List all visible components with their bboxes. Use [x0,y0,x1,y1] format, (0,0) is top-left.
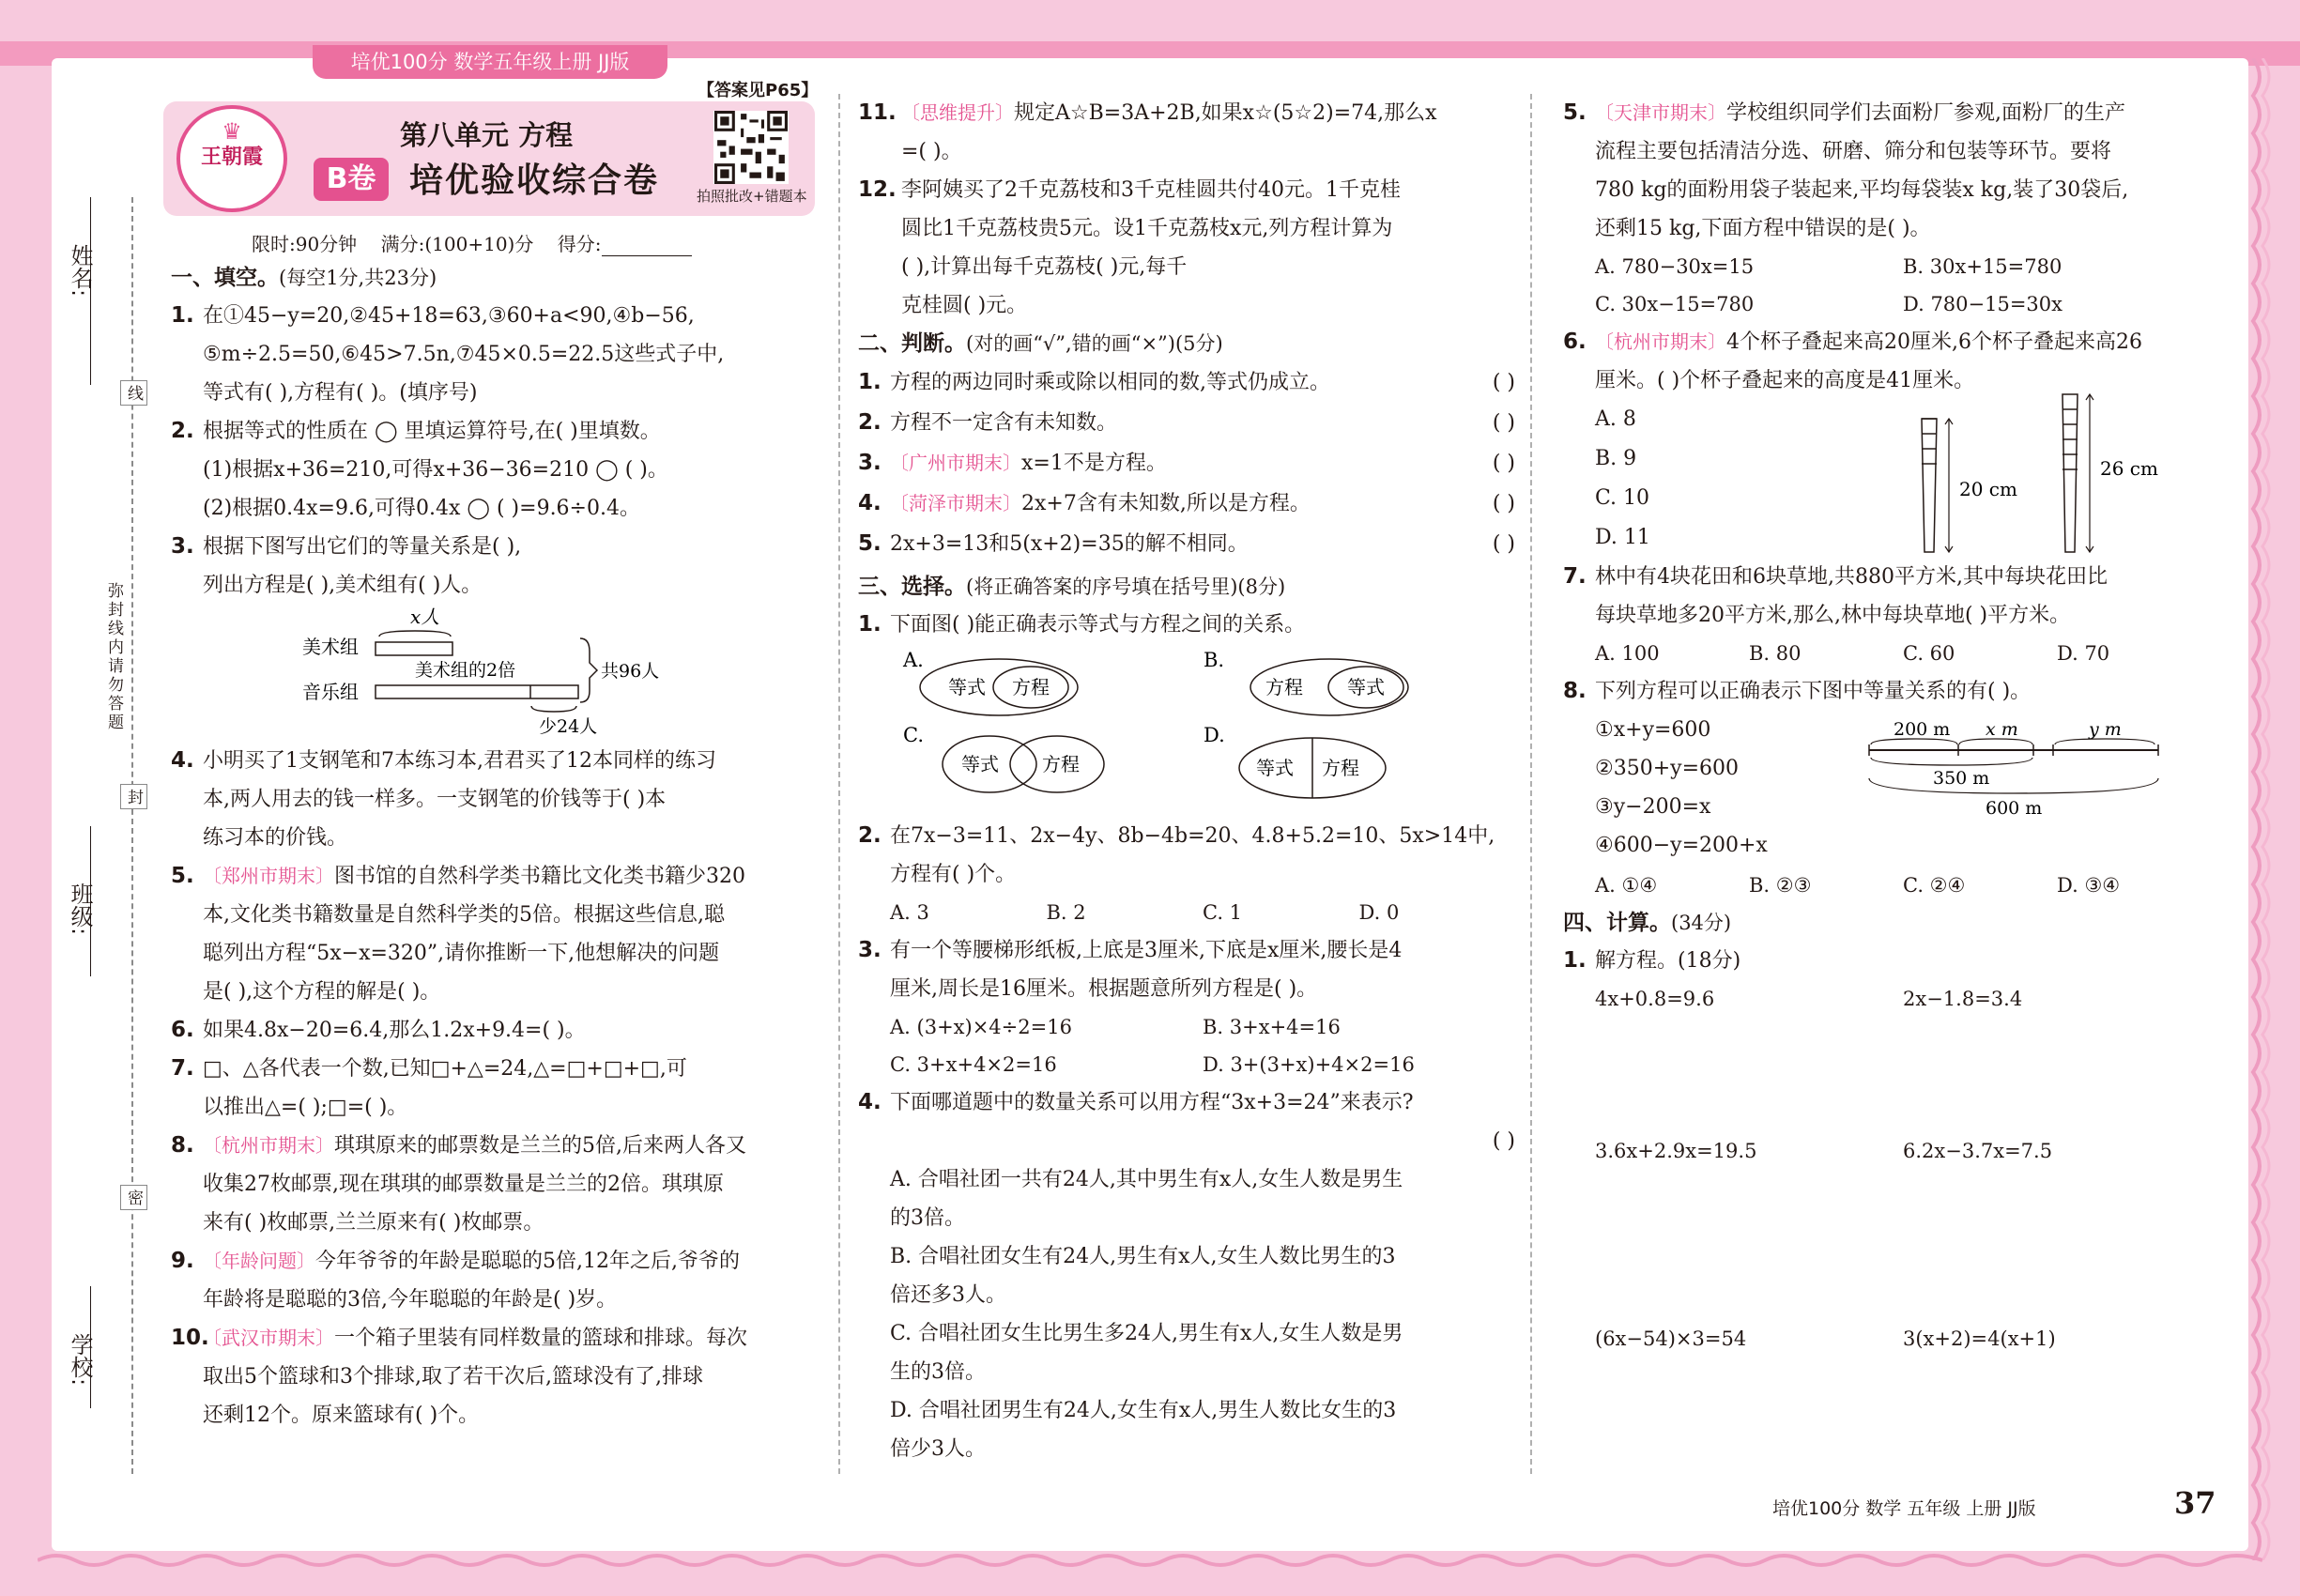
mark-seal: 封 [120,784,147,809]
section-choice: 三、选择。(将正确答案的序号填在括号里)(8分) [858,575,1286,599]
mark-line: 线 [120,380,147,406]
qr-code-icon[interactable] [713,111,789,184]
equation: (6x−54)×3=54 [1595,1327,1747,1350]
question-6: 6. 如果4.8x−20=6.4,那么1.2x+9.4=( )。 [171,1018,586,1042]
svg-text:方程: 方程 [1265,676,1303,698]
question-3: 3. 根据下图写出它们的等量关系是( ), 列出方程是( ),美术组有( )人。 [171,534,522,597]
column-2 [858,94,1515,1468]
music-group-bar [376,685,578,698]
question-11: 11. 〔思维提升〕规定A☆B=3A+2B,如果x☆(5☆2)=74,那么x =( )。 [858,100,1437,163]
paper-title: 培优验收综合卷 [409,161,660,200]
binding-notice: 弥封线内请勿答题 [104,582,123,732]
class-blank[interactable] [90,826,91,976]
venn-options [858,644,1515,813]
art-group-label: 美术组 [302,636,359,658]
answer-paren[interactable]: ( ) [1492,1129,1515,1153]
question-4: 4. 小明买了1支钢笔和7本练习本,君君买了12本同样的练习 本,两人用去的钱一样多。一支钢笔的价钱等于( )本 练习本的价钱。 [171,748,716,850]
name-blank[interactable] [90,197,91,385]
logo-text: 王朝霞 [200,145,263,169]
svg-text:等式: 等式 [961,753,999,775]
answer-paren[interactable]: ( ) [1492,411,1515,435]
choice-7: 7. 林中有4块花田和6块草地,共880平方米,其中每块花田比 每块草地多20平方米,那么,林中每块草地( )平方米。 A. 100 B. 80 C. 60 D. 70 [1563,564,2110,665]
less-label: 少24人 [539,716,598,737]
double-label: 美术组的2倍 [415,660,516,681]
paper-badge: B卷 [314,158,389,201]
class-label: 班级: [67,882,93,936]
answer-paren[interactable]: ( ) [1492,371,1515,394]
section-calculation: 四、计算。(34分) [1563,911,1732,935]
equation: 3.6x+2.9x=19.5 [1595,1140,1757,1162]
question-5: 5. 〔郑州市期末〕图书馆的自然科学类书籍比文化类书籍少320 本,文化类书籍数量是自然科学类的5倍。根据这些信息,聪 聪列出方程“5x−x=320”,请你推断一下,他想解决的问题 是( ),这个方程的解是( )。 [171,864,745,1004]
stacked-cups-figure [1877,391,2186,560]
choice-2: 2. 在7x−3=11、2x−4y、8b−4b=20、4.8+5.2=10、5x>14中, 方程有( )个。 A. 3 B. 2 C. 1 D. 0 [858,823,1495,924]
question-8: 8. 〔杭州市期末〕琪琪原来的邮票数是兰兰的5倍,后来两人各又 收集27枚邮票,现在琪琪的邮票数量是兰兰的2倍。琪琪原 来有( )枚邮票,兰兰原来有( )枚邮票。 [171,1133,746,1235]
x-label: x人 [410,606,440,628]
unit-title: 第八单元 方程 [400,119,574,151]
art-group-bar [376,642,452,655]
answer-paren[interactable]: ( ) [1492,532,1515,556]
judge-2: 2. 方程不一定含有未知数。 ( ) [858,403,1515,443]
mark-tight: 密 [120,1185,147,1210]
calc-1: 1. 解方程。(18分) [1563,948,1741,973]
judge-3: 3. 〔广州市期末〕x=1不是方程。 ( ) [858,443,1515,483]
judge-1: 1. 方程的两边同时乘或除以相同的数,等式仍成立。 ( ) [858,362,1515,403]
column-divider-2 [1530,94,1532,1474]
answer-paren[interactable]: ( ) [1492,452,1515,475]
segment-diagram [1867,713,2177,825]
question-7: 7. □、△各代表一个数,已知□+△=24,△=□+□+□,可 以推出△=( );□=( )。 [171,1056,687,1119]
section-judge: 二、判断。(对的画“√”,错的画“×”)(5分) [858,331,1223,356]
svg-text:B.: B. [1204,649,1225,671]
equation: 4x+0.8=9.6 [1595,988,1715,1010]
svg-text:200 m: 200 m [1894,719,1951,740]
school-label: 学校: [67,1333,93,1387]
column-3 [1563,94,2211,1358]
choice-1: 1. 下面图( )能正确表示等式与方程之间的关系。 [858,612,1306,637]
qr-caption: 拍照批改+错题本 [697,188,807,205]
judge-5: 5. 2x+3=13和5(x+2)=35的解不相同。 ( ) [858,524,1515,564]
cups-6 [2062,394,2158,552]
exam-meta [252,229,692,256]
question-9: 9. 〔年龄问题〕今年爷爷的年龄是聪聪的5倍,12年之后,爷爷的 年龄将是聪聪的3倍,今年聪聪的年龄是( )岁。 [171,1249,740,1312]
equation: 3(x+2)=4(x+1) [1903,1327,2056,1350]
svg-text:y m: y m [2089,719,2122,740]
svg-text:x m: x m [1986,719,2018,740]
svg-text:C.: C. [903,724,924,746]
full-score: 满分:(100+10)分 [380,233,534,255]
question-12: 12. 李阿姨买了2千克荔枝和3千克桂圆共付40元。1千克桂 圆比1千克荔枝贵5元。设1千克荔枝x元,列方程计算为 ( ),计算出每千克荔枝( )元,每千 克桂圆( )元。 [858,177,1401,317]
work-space[interactable] [1563,1018,2211,1132]
svg-text:等式: 等式 [1347,676,1385,698]
answer-paren[interactable]: ( ) [1492,492,1515,515]
section-fill-in: 一、填空。(每空1分,共23分) [171,266,437,290]
total-label: 共96人 [601,661,660,682]
svg-text:20 cm: 20 cm [1959,478,2017,500]
column-divider-1 [838,94,840,1474]
score-blank[interactable] [602,237,692,256]
crown-icon: ♛ [222,118,242,145]
question-2: 2. 根据等式的性质在 ◯ 里填运算符号,在( )里填数。 (1)根据x+36=210,可得x+36−36=210 ◯ ( )。 (2)根据0.4x=9.6,可得0.4x ◯ ( )=9.6÷0.4。 [171,419,668,520]
svg-text:方程: 方程 [1042,753,1080,775]
choice-3: 3. 有一个等腰梯形纸板,上底是3厘米,下底是x厘米,腰长是4 厘米,周长是16厘米。根据题意所列方程是( )。 A. (3+x)×4÷2=16 B. 3+x+4=16 C. 3+x+4×2=16 D. 3+(3+x)+4×2=16 [858,938,1415,1076]
equation: 2x−1.8=3.4 [1903,988,2023,1010]
footer-series: 培优100分 数学 五年级 上册 JJ版 [1772,1498,2036,1519]
question-10: 10. 〔武汉市期末〕一个箱子里装有同样数量的篮球和排球。每次 取出5个篮球和3个排球,取了若干次后,篮球没有了,排球 还剩12个。原来篮球有( )个。 [171,1326,748,1427]
equation-row-1 [1563,980,2211,1018]
cups-4 [1922,419,2017,552]
series-tab: 培优100分 数学五年级上册 JJ版 [313,45,667,79]
svg-text:A.: A. [903,649,924,671]
question-1: 1. 在①45−y=20,②45+18=63,③60+a<90,④b−56, ⑤m÷2.5=50,⑥45>7.5n,⑦45×0.5=22.5这些式子中, 等式有( ),方程有( )。(填序号) [171,303,725,405]
choice-6: 6. 〔杭州市期末〕4个杯子叠起来高20厘米,6个杯子叠起来高26 厘米。( )个杯子叠起来的高度是41厘米。 A. 8 B. 9 C. 10 D. 11 20 cm 26 cm [1563,323,2211,558]
equation-row-2 [1563,1132,2211,1170]
judge-4: 4. 〔菏泽市期末〕2x+7含有未知数,所以是方程。 ( ) [858,483,1515,524]
name-label: 姓名: [67,244,93,298]
page-number: 37 [2174,1485,2216,1521]
choice-5: 5. 〔天津市期末〕学校组织同学们去面粉厂参观,面粉厂的生产 流程主要包括清洁分选、研磨、筛分和包装等环节。要将 780 kg的面粉用袋子装起来,平均每袋装x kg,装了30袋后, 还剩15 kg,下面方程中错误的是( )。 A. 780−30x=15 B. 30x+15=780 C. 30x−15=780 D. 780−15=30x [1563,100,2129,315]
svg-text:等式: 等式 [948,676,986,698]
wavy-bottom-border [38,1551,2262,1577]
svg-text:D.: D. [1204,724,1225,746]
svg-text:等式: 等式 [1256,757,1294,779]
choice-8: 8. 下列方程可以正确表示下图中等量关系的有( )。 ①x+y=600 ②350+y=600 ③y−200=x ④600−y=200+x 200 m x m y m 350 m 600 m A. ①④ B. ②③ C. ②④ D. ③④ [1563,672,2211,904]
equation-row-3 [1563,1320,2211,1358]
choice-4: 4. 下面哪道题中的数量关系可以用方程“3x+3=24”来表示? ( ) A. 合唱社团一共有24人,其中男生有x人,女生人数是男生 的3倍。 B. 合唱社团女生有24人,男生有x人,女生人数比男生的3 倍还多3人。 C. 合唱社团女生比男生多24人,男生有x人,女生人数是男 生的3倍。 D. 合唱社团男生有24人,女生有x人,男生人数比女生的3 倍少3人。 [858,1090,1515,1461]
group-line-diagram [171,605,819,738]
brand-logo [176,105,287,212]
svg-text:600 m: 600 m [1986,798,2043,819]
equation: 6.2x−3.7x=7.5 [1903,1140,2053,1162]
school-blank[interactable] [90,1286,91,1408]
column-1 [171,259,819,1435]
answer-reference: 【答案见P65】 [698,81,819,100]
wavy-right-border [2247,58,2279,1560]
work-space[interactable] [1563,1170,2211,1320]
svg-text:350 m: 350 m [1933,768,1990,789]
score-label: 得分: [557,233,602,255]
svg-text:方程: 方程 [1322,757,1359,779]
music-group-label: 音乐组 [302,681,359,703]
time-limit: 限时:90分钟 [252,233,358,255]
svg-text:方程: 方程 [1012,676,1050,698]
svg-text:26 cm: 26 cm [2100,457,2158,480]
